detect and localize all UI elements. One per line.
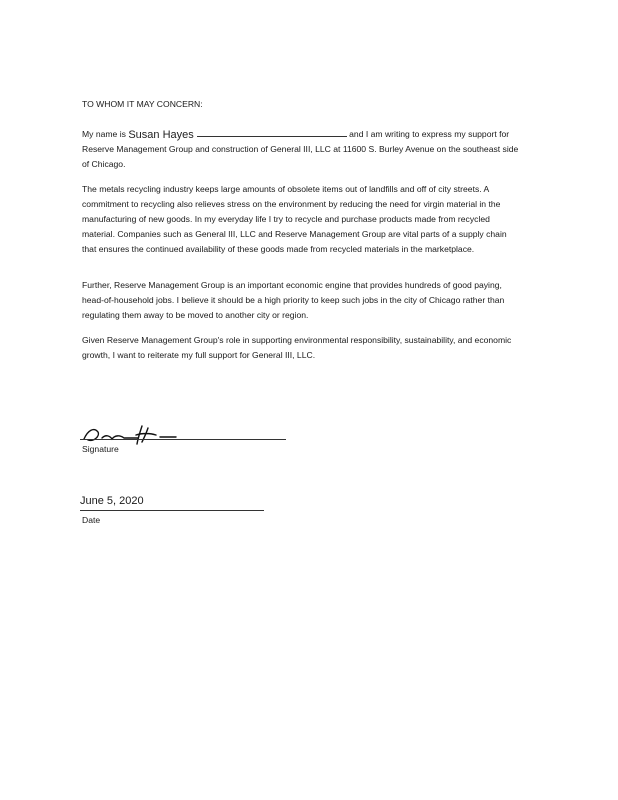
date-line <box>80 510 264 511</box>
paragraph-recycling: The metals recycling industry keeps large amounts of obsolete items out of landfills and off of city streets. A commitment to recycling also relieves stress on the environment by reducing the need for virgin material in the manufacturing of new goods. In my everyday life I try to recycle and purchase products made from recycled material. Companies such as General III, LLC and Reserve Management Group are vital parts of a supply chain that ensures the continued availability of these goods made from recycled materials in the marketplace. <box>82 184 507 254</box>
signature-label: Signature <box>82 444 119 454</box>
date-value: June 5, 2020 <box>80 495 144 507</box>
paragraph-closing: Given Reserve Management Group's role in supporting environmental responsibility, sustainability, and economic growth, I want to reiterate my full support for General III, LLC. <box>82 335 512 360</box>
name-field-line <box>197 127 347 137</box>
name-field-value: Susan Hayes <box>128 129 194 141</box>
paragraph-economic: Further, Reserve Management Group is an important economic engine that provides hundreds of good paying, head-of-household jobs. I believe it should be a high priority to keep such jobs in the city of Chicago rather than regulating them away to be moved to another city or region. <box>82 280 505 320</box>
signature-line <box>80 439 286 440</box>
intro-suffix: and I am writing to express my support for Reserve Management Group and construction of General III, LLC at 11600 S. Burley Avenue on the southeast side of Chicago. <box>82 129 519 169</box>
intro-paragraph <box>82 127 522 172</box>
salutation: TO WHOM IT MAY CONCERN: <box>82 99 203 109</box>
intro-prefix: My name is <box>82 129 129 139</box>
date-label: Date <box>82 515 101 525</box>
